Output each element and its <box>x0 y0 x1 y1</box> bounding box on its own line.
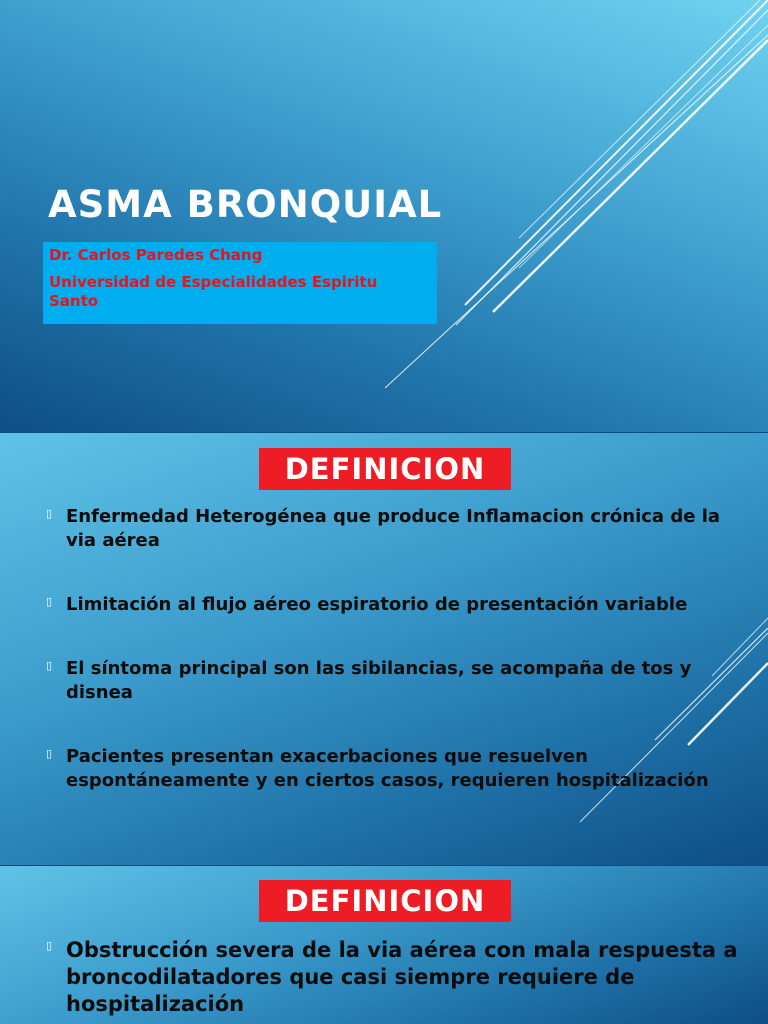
definition-slide-1 <box>0 433 768 865</box>
list-item: ▯ Pacientes presentan exacerbaciones que resuelven espontáneamente y en ciertos casos, requieren hospitalización <box>46 746 709 791</box>
definition-list <box>44 505 744 833</box>
square-bullet-icon: ▯ <box>46 595 53 608</box>
institution-name: Universidad de Especialidades Espiritu Santo <box>49 273 378 310</box>
square-bullet-icon: ▯ <box>46 747 53 760</box>
square-bullet-icon: ▯ <box>46 659 53 672</box>
definition-list <box>44 937 744 1018</box>
definition-slide-2 <box>0 866 768 1024</box>
presentation-title: ASMA BRONQUIAL <box>48 183 443 226</box>
definition-heading: DEFINICION <box>259 448 511 490</box>
title-slide <box>0 0 768 432</box>
list-item: ▯ Limitación al flujo aéreo espiratorio de presentación variable <box>46 594 688 615</box>
list-item: ▯ Enfermedad Heterogénea que produce Inflamacion crónica de la via aérea <box>46 506 721 551</box>
list-item: ▯ Obstrucción severa de la via aérea con mala respuesta a broncodilatadores que casi siempre requiere de hospitalización <box>46 938 738 1016</box>
author-name: Dr. Carlos Paredes Chang <box>49 246 263 264</box>
author-box <box>43 242 437 324</box>
square-bullet-icon: ▯ <box>46 939 53 952</box>
definition-heading: DEFINICION <box>259 880 511 922</box>
square-bullet-icon: ▯ <box>46 507 53 520</box>
list-item: ▯ El síntoma principal son las sibilancias, se acompaña de tos y disnea <box>46 658 692 703</box>
